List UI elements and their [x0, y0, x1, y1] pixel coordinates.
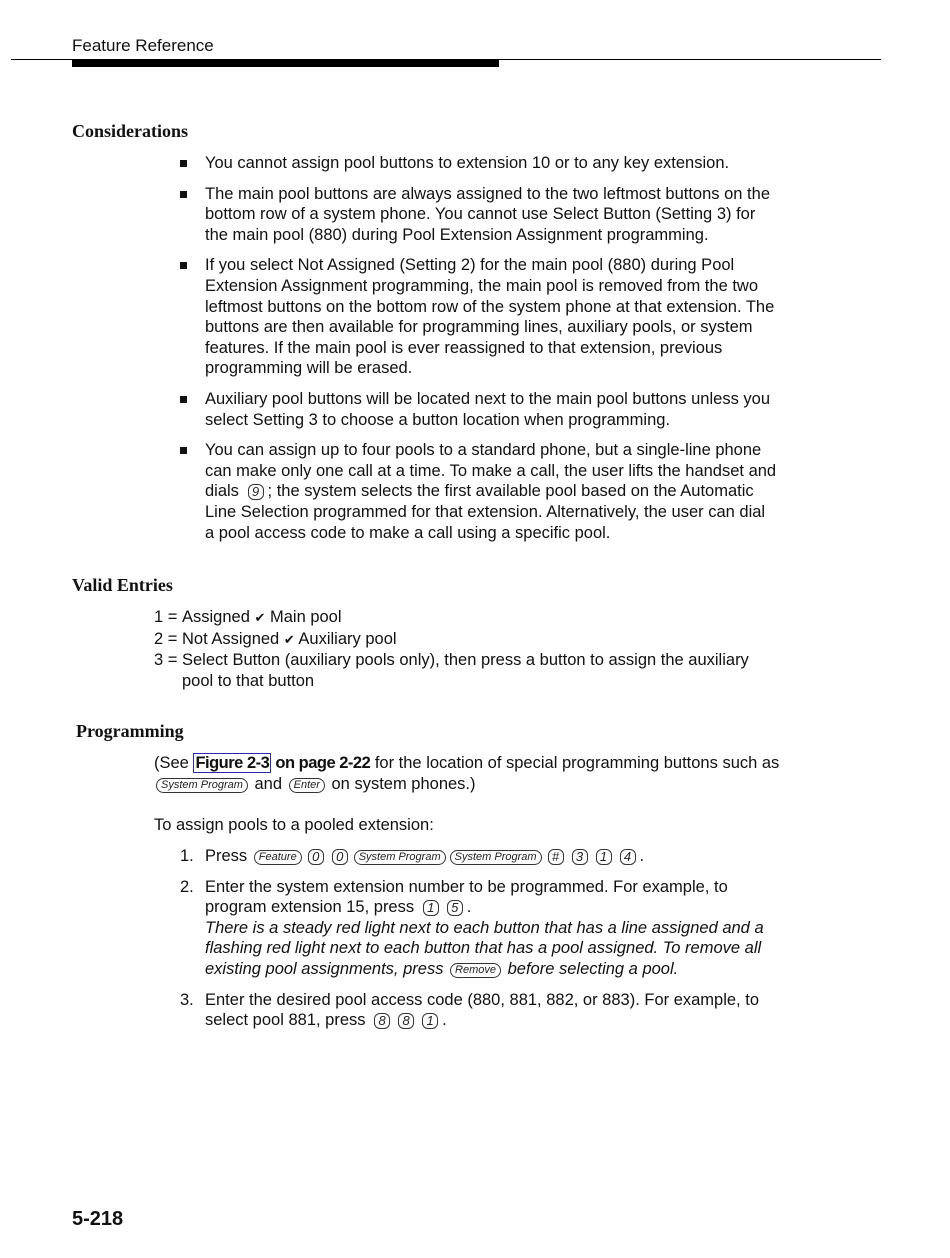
- considerations-list: [178, 153, 778, 553]
- bullet-square-icon: [180, 396, 187, 403]
- system-program-key: System Program: [156, 778, 248, 793]
- dial-key-4: 4: [620, 849, 636, 865]
- dial-key-3: 3: [572, 849, 588, 865]
- feature-key: Feature: [254, 850, 302, 865]
- list-item: You can assign up to four pools to a standard phone, but a single-line phone can make only one call at a time. To make a call, the user lifts the handset and dials 9 ; the system selects the first available pool based on the Automatic Line Selection programmed for that extension. Alternatively, the user can dial a pool access code to make a call using a specific pool.: [178, 440, 778, 543]
- dial-key-8: 8: [398, 1013, 414, 1029]
- header-bar: [72, 60, 499, 67]
- programming-intro: To assign pools to a pooled extension:: [154, 816, 434, 834]
- bullet-square-icon: [180, 160, 187, 167]
- list-item: 1. Press Feature 0 0 System Program System Program # 3 1 4 .: [180, 847, 645, 865]
- dial-key-0: 0: [332, 849, 348, 865]
- check-mark-icon: ✔: [283, 631, 295, 647]
- page-number: 5-218: [72, 1208, 124, 1230]
- dial-key-8: 8: [374, 1013, 390, 1029]
- dial-key-0: 0: [308, 849, 324, 865]
- dial-key-1: 1: [423, 900, 439, 916]
- remove-key: Remove: [450, 963, 501, 978]
- list-item: The main pool buttons are always assigned to the two leftmost buttons on the bottom row of a system phone. You cannot use Select Button (Setting 3) for the main pool (880) during Pool Extension Assignment programming.: [178, 184, 778, 246]
- list-item: 2 = Not Assigned ✔ Auxiliary pool: [154, 629, 397, 648]
- programming-reference: (See Figure 2-3 on page 2-22 for the location of special programming buttons such as System Program and Enter on system phones.): [154, 754, 780, 793]
- bullet-square-icon: [180, 262, 187, 269]
- programming-heading: Programming: [76, 721, 184, 741]
- running-header: Feature Reference: [72, 36, 214, 55]
- figure-cross-reference-link[interactable]: Figure 2-3 on page 2-22: [195, 754, 371, 772]
- programming-steps: [180, 846, 780, 1041]
- dial-key-5: 5: [447, 900, 463, 916]
- dial-key-1: 1: [422, 1013, 438, 1029]
- list-item: If you select Not Assigned (Setting 2) for the main pool (880) during Pool Extension Assignment programming, the main pool is removed from the two leftmost buttons on the bottom row of the system phone at that extension. The buttons are then available for programming lines, auxiliary pools, or system features. If the main pool is ever reassigned to that extension, previous programming will be erased.: [178, 255, 778, 379]
- considerations-heading: Considerations: [72, 121, 189, 141]
- valid-entries-heading: Valid Entries: [72, 575, 173, 595]
- list-item: 2. Enter the system extension number to be programmed. For example, to program extension 15, press 1 5 . There is a steady red light next to each button that has a line assigned and a flashing red light next to each button that has a pool assigned. To remove all existing pool assignments, press Remove before selecting a pool.: [180, 877, 780, 980]
- step-note: There is a steady red light next to each button that has a line assigned and a flashing red light next to each button that has a pool assigned. To remove all existing pool assignments, press Remove before selecting a pool.: [205, 918, 764, 978]
- system-program-key: System Program: [450, 850, 542, 865]
- check-mark-icon: ✔: [254, 610, 266, 625]
- list-item: 1 = Assigned ✔ Main pool: [154, 608, 342, 626]
- enter-key: Enter: [289, 778, 325, 793]
- list-item: You cannot assign pool buttons to extension 10 or to any key extension.: [178, 153, 778, 174]
- valid-entries-list: [154, 607, 784, 691]
- list-item: 3 = Select Button (auxiliary pools only), then press a button to assign the auxiliary pool to that button: [154, 651, 749, 690]
- bullet-square-icon: [180, 191, 187, 198]
- bullet-square-icon: [180, 447, 187, 454]
- list-item: Auxiliary pool buttons will be located next to the main pool buttons unless you select Setting 3 to choose a button location when programming.: [178, 389, 778, 430]
- dial-key-1: 1: [596, 849, 612, 865]
- dial-key-pound: #: [548, 849, 564, 865]
- dial-key-9: 9: [248, 484, 264, 500]
- system-program-key: System Program: [354, 850, 446, 865]
- list-item: 3. Enter the desired pool access code (880, 881, 882, or 883). For example, to select pool 881, press 8 8 1 .: [180, 990, 759, 1030]
